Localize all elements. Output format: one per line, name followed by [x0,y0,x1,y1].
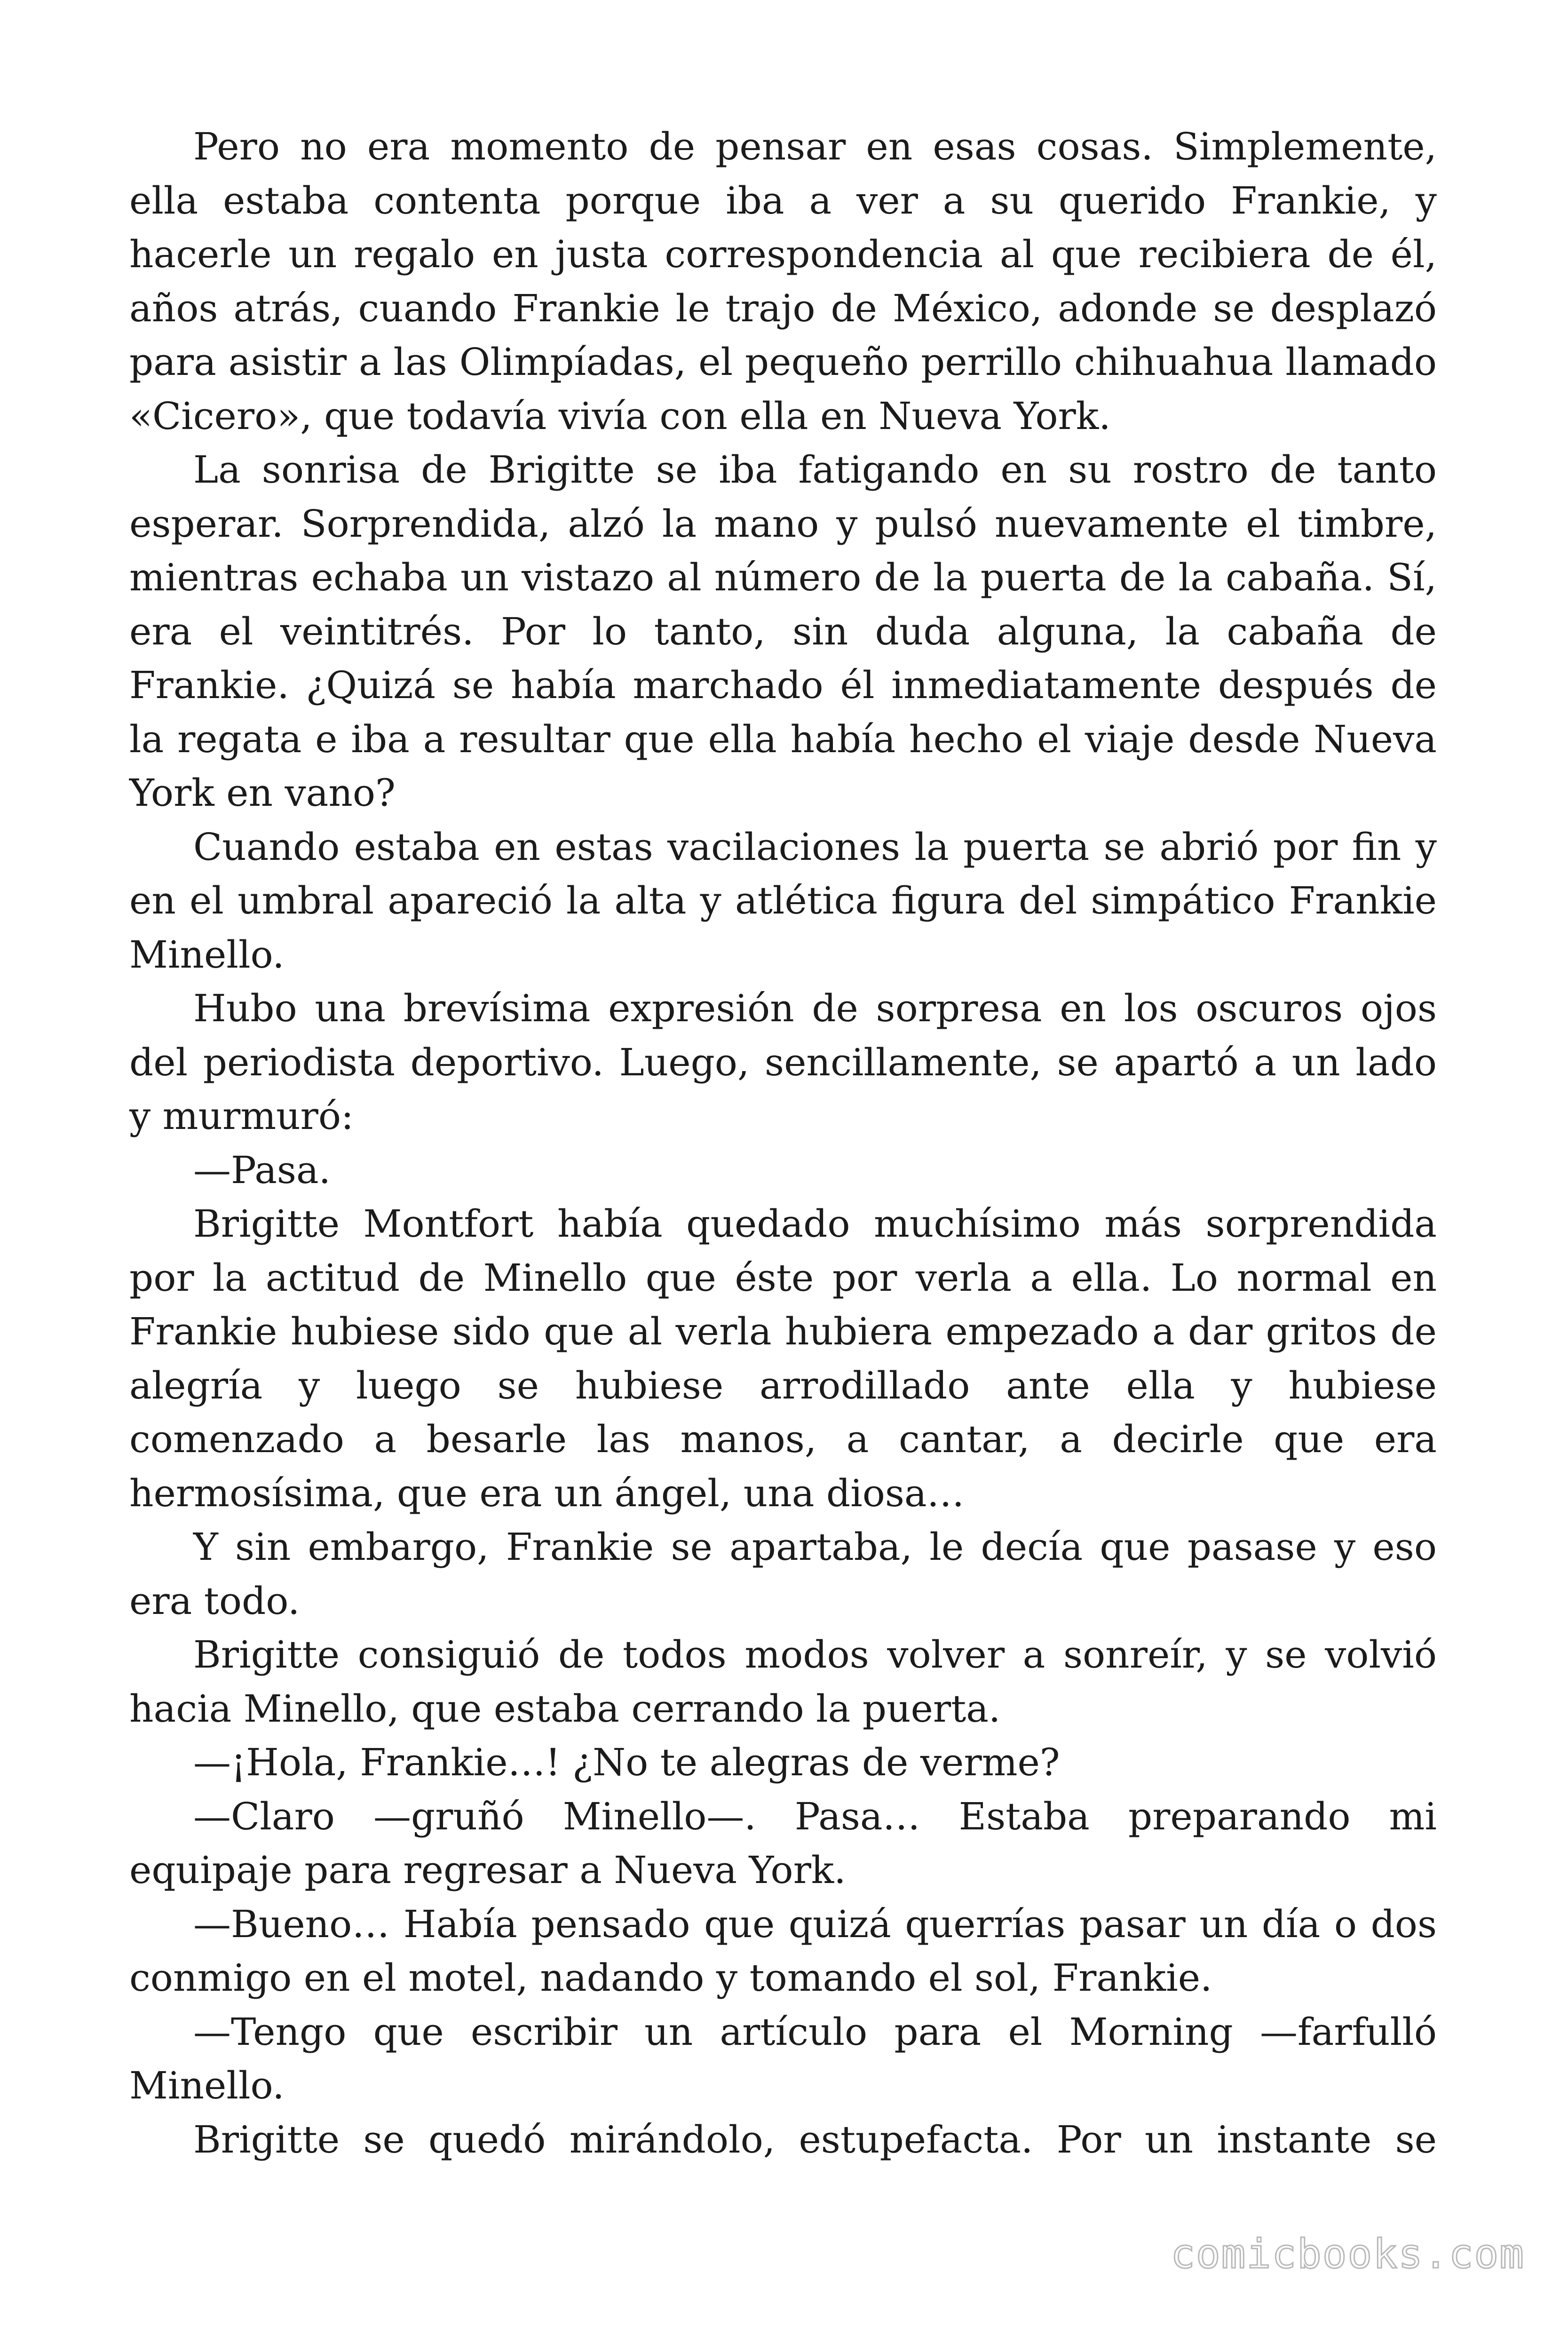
paragraph: Y sin embargo, Frankie se apartaba, le decía que pasase y eso era todo. [129,1525,1437,1623]
paragraph: —Tengo que escribir un artículo para el Morning —farfulló Minello. [129,2010,1437,2107]
watermark: comicbooks.com [1171,2231,1525,2278]
paragraph: —Pasa. [193,1148,331,1192]
paragraph-last: Brigitte se quedó mirándolo, estupefacta. Por un instante se [193,2117,1437,2161]
paragraph: —Bueno… Había pensado que quizá querrías pasar un día o dos conmigo en el motel, nadando y tomando el sol, Frankie. [129,1902,1437,2000]
paragraph: Brigitte Montfort había quedado muchísimo más sorprendida por la actitud de Minello que éste por verla a ella. Lo normal en Frankie hubiese sido que al verla hubiera empezado a dar gritos de alegría y luego se hubiese arrodillado ante ella y hubiese comenzado a besarle las manos, a cantar, a decirle que era hermosísima, que era un ángel, una diosa… [129,1202,1437,1515]
book-page-text [129,120,1437,2167]
paragraph: —¡Hola, Frankie…! ¿No te alegras de verme? [193,1740,1060,1784]
paragraph: Hubo una brevísima expresión de sorpresa en los oscuros ojos del periodista deportivo. Luego, sencillamente, se apartó a un lado y murmuró: [129,986,1437,1138]
paragraph: Cuando estaba en estas vacilaciones la puerta se abrió por fin y en el umbral apareció la alta y atlética figura del simpático Frankie Minello. [129,825,1437,977]
paragraph: —Claro —gruñó Minello—. Pasa… Estaba preparando mi equipaje para regresar a Nueva York. [129,1794,1437,1892]
paragraph: La sonrisa de Brigitte se iba fatigando en su rostro de tanto esperar. Sorprendida, alzó la mano y pulsó nuevamente el timbre, mientras echaba un vistazo al número de la puerta de la cabaña. Sí, era el veintitrés. Por lo tanto, sin duda alguna, la cabaña de Frankie. ¿Quizá se había marchado él inmediatamente después de la regata e iba a resultar que ella había hecho el viaje desde Nueva York en vano? [129,448,1437,815]
paragraph: Pero no era momento de pensar en esas cosas. Simplemente, ella estaba contenta porque iba a ver a su querido Frankie, y hacerle un regalo en justa correspondencia al que recibiera de él, años atrás, cuando Frankie le trajo de México, adonde se desplazó para asistir a las Olimpíadas, el pequeño perrillo chihuahua llamado «Cicero», que todavía vivía con ella en Nueva York. [129,125,1437,438]
paragraph: Brigitte consiguió de todos modos volver a sonreír, y se volvió hacia Minello, que estaba cerrando la puerta. [129,1633,1437,1731]
